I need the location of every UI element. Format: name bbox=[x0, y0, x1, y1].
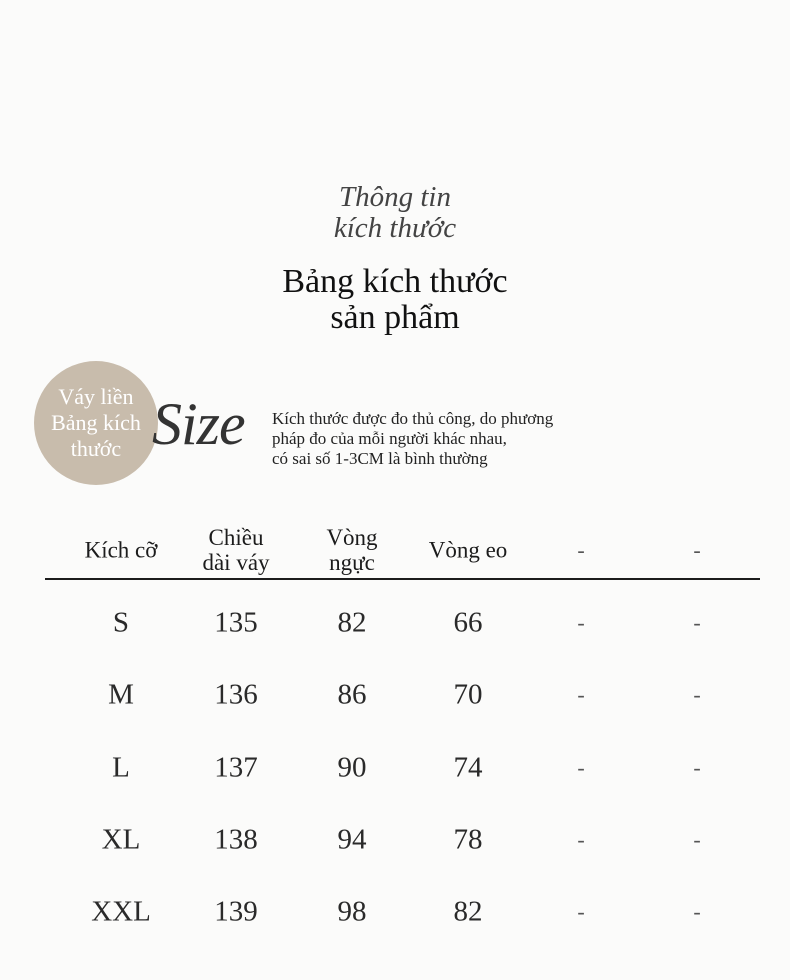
header-extra-1 bbox=[577, 538, 584, 563]
header-text: Vòng bbox=[326, 525, 378, 550]
cell-waist: 70 bbox=[453, 678, 483, 711]
cell-waist: 74 bbox=[453, 751, 483, 784]
cell-length: 137 bbox=[214, 751, 258, 784]
header-text: Kích cỡ bbox=[84, 537, 158, 563]
note-line-3: có sai số 1-3CM là bình thường bbox=[272, 449, 488, 468]
cell-waist: 82 bbox=[453, 895, 483, 928]
cell-size: M bbox=[108, 678, 134, 711]
cell-extra-1: - bbox=[577, 827, 585, 852]
header-waist bbox=[429, 538, 508, 563]
cell-extra-2: - bbox=[693, 682, 701, 707]
cell-extra-1: - bbox=[577, 899, 585, 924]
cell-extra-1: - bbox=[577, 682, 585, 707]
cell-extra-2: - bbox=[693, 755, 701, 780]
header-text: Chiều bbox=[208, 525, 264, 550]
cell-size: S bbox=[112, 606, 130, 639]
cell-extra-2: - bbox=[693, 899, 701, 924]
cell-size: XXL bbox=[91, 895, 151, 928]
cell-extra-1: - bbox=[577, 610, 585, 635]
cell-length: 138 bbox=[214, 823, 258, 856]
cell-extra-2: - bbox=[693, 827, 701, 852]
badge-line-2: Bảng kích bbox=[51, 410, 141, 435]
note-line-1: Kích thước được đo thủ công, do phương bbox=[272, 409, 554, 428]
cell-waist: 78 bbox=[453, 823, 483, 856]
info-subtitle bbox=[0, 182, 790, 244]
cell-bust: 86 bbox=[337, 678, 367, 711]
title-line-1: Bảng kích thước bbox=[282, 263, 508, 300]
measurement-note bbox=[272, 409, 612, 469]
cell-bust: 98 bbox=[337, 895, 367, 928]
header-size bbox=[85, 538, 158, 563]
subtitle-line-2: kích thước bbox=[333, 212, 457, 244]
page-title bbox=[0, 264, 790, 336]
cell-length: 139 bbox=[214, 895, 258, 928]
header-text: dài váy bbox=[202, 550, 270, 575]
header-extra-2 bbox=[693, 538, 700, 563]
cell-bust: 90 bbox=[337, 751, 367, 784]
size-heading: Size bbox=[152, 391, 245, 457]
cell-extra-1: - bbox=[577, 755, 585, 780]
cell-extra-2: - bbox=[693, 610, 701, 635]
header-bust bbox=[326, 525, 377, 575]
cell-waist: 66 bbox=[453, 606, 483, 639]
badge-line-3: thước bbox=[70, 436, 122, 461]
title-line-2: sản phẩm bbox=[330, 299, 460, 336]
note-line-2: pháp đo của mỗi người khác nhau, bbox=[272, 429, 507, 448]
cell-length: 136 bbox=[214, 678, 258, 711]
cell-bust: 82 bbox=[337, 606, 367, 639]
header-text: Vòng eo bbox=[428, 537, 508, 563]
header-text: - bbox=[577, 537, 585, 563]
product-badge bbox=[34, 361, 158, 485]
header-length bbox=[202, 525, 269, 575]
subtitle-line-1: Thông tin bbox=[339, 181, 451, 213]
cell-length: 135 bbox=[214, 606, 258, 639]
cell-size: XL bbox=[101, 823, 141, 856]
badge-line-1: Váy liền bbox=[58, 384, 134, 409]
header-divider bbox=[45, 578, 760, 580]
header-text: ngực bbox=[329, 550, 375, 575]
cell-bust: 94 bbox=[337, 823, 367, 856]
header-text: - bbox=[693, 537, 701, 563]
cell-size: L bbox=[112, 751, 130, 784]
